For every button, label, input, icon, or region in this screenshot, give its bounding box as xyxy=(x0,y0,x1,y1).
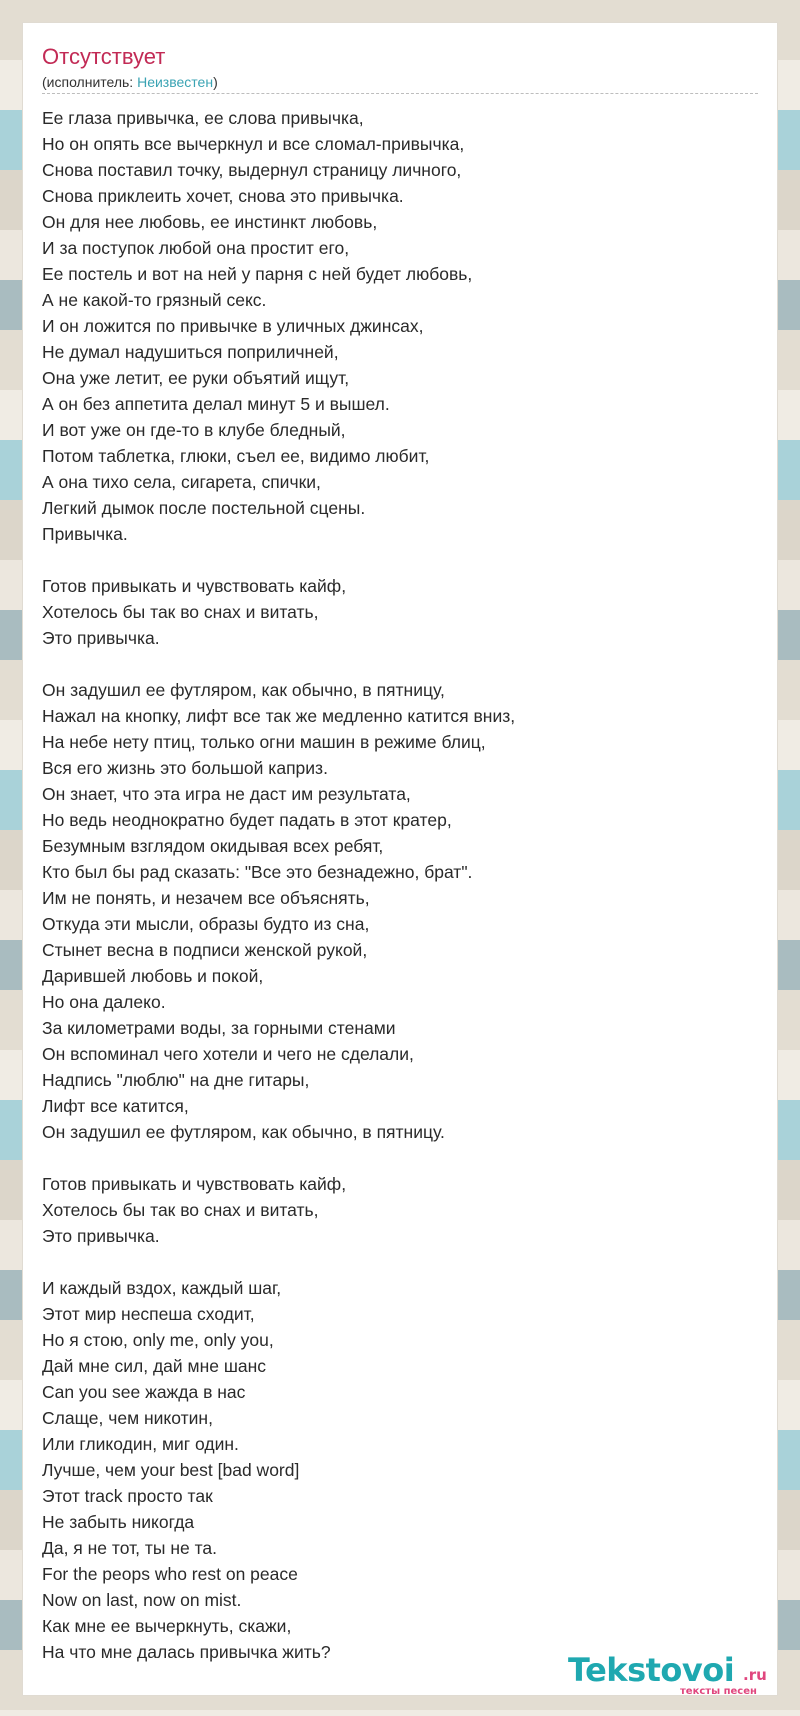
artist-link[interactable]: Неизвестен xyxy=(137,74,214,90)
song-title: Отсутствует xyxy=(42,44,166,69)
logo-name: Tekstovoi xyxy=(568,1651,735,1689)
logo-tagline: тексты песен xyxy=(680,1686,757,1697)
artist-suffix: ) xyxy=(213,74,218,90)
artist-prefix: (исполнитель: xyxy=(42,74,138,90)
site-logo[interactable] xyxy=(568,1652,774,1698)
lyrics-text: Ее глаза привычка, ее слова привычка, Но он опять все вычеркнул и все сломал-привычка, Снова поставил точку, выдернул страницу личного, Снова приклеить хочет, снова это привычка. Он для нее любовь, ее инстинкт любовь, И за поступок любой она простит его, Ее постель и вот на ней у парня с ней будет любовь, А не какой-то грязный секс. И он ложится по привычке в уличных джинсах, Не думал надушиться поприличней, Она уже летит, ее руки объятий ищут, А он без аппетита делал минут 5 и вышел. И вот уже он где-то в клубе бледный, Потом таблетка, глюки, съел ее, видимо любит, А она тихо села, сигарета, спички, Легкий дымок после постельной сцены. Привычка. Готов привыкать и чувствовать кайф, Хотелось бы так во снах и витать, Это привычка. Он задушил ее футляром, как обычно, в пятницу, Нажал на кнопку, лифт все так же медленно катится вниз, На небе нету птиц, только огни машин в режиме блиц, Вся его жизнь это большой каприз. Он знает, что эта игра не даст им результата, Но ведь неоднократно будет падать в этот кратер, Безумным взглядом окидывая всех ребят, Кто был бы рад сказать: "Все это безнадежно, брат". Им не понять, и незачем все объяснять, Откуда эти мысли, образы будто из сна, Стынет весна в подписи женской рукой, Дарившей любовь и покой, Но она далеко. За километрами воды, за горными стенами Он вспоминал чего хотели и чего не сделали, Надпись "люблю" на дне гитары, Лифт все катится, Он задушил ее футляром, как обычно, в пятницу. Готов привыкать и чувствовать кайф, Хотелось бы так во снах и витать, Это привычка. И каждый вздох, каждый шаг, Этот мир неспеша сходит, Но я стою, only me, only you, Дай мне сил, дай мне шанс Can you see жажда в нас Слаще, чем никотин, Или гликодин, миг один. Лучше, чем your best [bad word] Этот track просто так Не забыть никогда Да, я не тот, ты не та. For the peops who rest on peace Now on last, now on mist. Как мне ее вычеркнуть, скажи, На что мне далась привычка жить? xyxy=(42,108,516,1662)
title-divider xyxy=(42,93,758,94)
logo-tld: .ru xyxy=(743,1666,767,1684)
lyrics-card xyxy=(22,22,778,1696)
artist-line xyxy=(42,73,218,91)
